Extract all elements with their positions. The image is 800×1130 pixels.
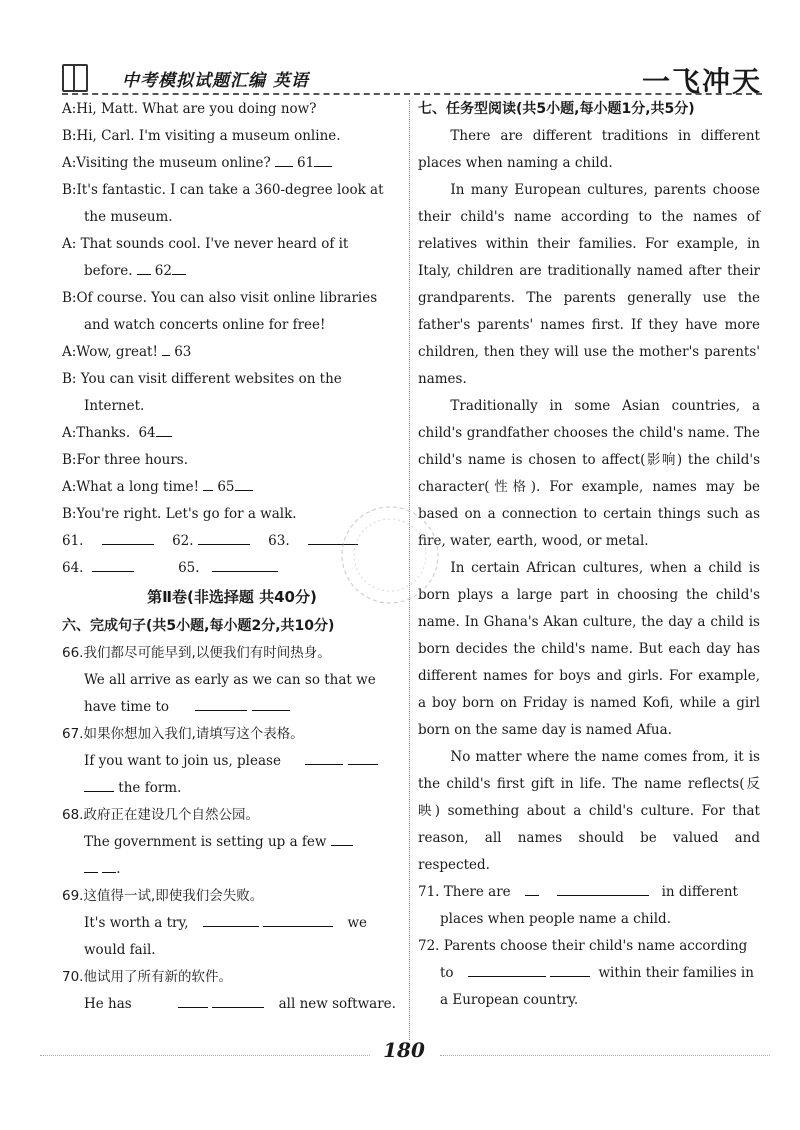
- dialogue-line: A:Wow, great! 63: [62, 339, 402, 366]
- q67-english: If you want to join us, please: [62, 748, 402, 775]
- book-icon: [62, 64, 88, 92]
- dialogue-line: the museum.: [84, 209, 173, 225]
- q72: to within their families in: [418, 960, 760, 987]
- answer-label: 62.: [172, 533, 194, 549]
- dialogue-line: before. 62: [62, 258, 402, 285]
- dialogue-line: and watch concerts online for free!: [84, 317, 326, 333]
- answer-label: 64.: [62, 560, 84, 576]
- q68-english: The government is setting up a few: [62, 829, 402, 856]
- q71: places when people name a child.: [440, 911, 671, 927]
- page-number: 180: [383, 1038, 425, 1062]
- brand-logo: 一飞冲天: [641, 65, 762, 98]
- q72: 72. Parents choose their child's name according: [418, 938, 748, 954]
- dialogue-line: B:For three hours.: [62, 452, 189, 468]
- footer-rule-right: [440, 1055, 770, 1056]
- dialogue-line: B:Of course. You can also visit online libraries: [62, 290, 378, 306]
- blank-number: 61: [297, 155, 315, 171]
- reading-paragraph: In certain African cultures, when a child is born plays a large part in choosing the child's name. In Ghana's Akan culture, the day a child is born decides the child's name. But each day has different names for boys and girls. For example, a boy born on Friday is named Kofi, while a girl born on the same day is named Afua.: [418, 560, 760, 738]
- dialogue-line: A:Hi, Matt. What are you doing now?: [62, 101, 317, 117]
- reading-paragraph: Traditionally in some Asian countries, a child's grandfather chooses the child's name. The child's name is chosen to affect(影响) the child's character(性格). For example, names may be based on a connection to certain things such as fire, water, earth, wood, or metal.: [418, 398, 760, 549]
- q69-english: would fail.: [84, 942, 156, 958]
- answer-label: 65.: [178, 560, 200, 576]
- q67-english: the form.: [62, 775, 402, 802]
- page-header: [62, 58, 762, 98]
- dialogue-line: B:It's fantastic. I can take a 360-degree look at: [62, 182, 384, 198]
- part2-title: 第Ⅱ卷(非选择题 共40分): [147, 588, 317, 606]
- q66-english: We all arrive as early as we can so that we: [84, 672, 376, 688]
- dialogue-line: A:What a long time! 65: [62, 474, 402, 501]
- dialogue-line: A:Visiting the museum online? 61: [62, 150, 402, 177]
- blank-number: 63: [174, 344, 192, 360]
- reading-paragraph: There are different traditions in different places when naming a child.: [418, 128, 760, 171]
- q69-english: It's worth a try, we: [62, 910, 402, 937]
- q68-english: .: [62, 856, 402, 883]
- blank-number: 64: [138, 425, 156, 441]
- q71: 71. There are in different: [418, 879, 760, 906]
- dialogue-line: B: You can visit different websites on the: [62, 371, 342, 387]
- q67-chinese: 67.如果你想加入我们,请填写这个表格。: [62, 726, 304, 742]
- section7-title: 七、任务型阅读(共5小题,每小题1分,共5分): [418, 101, 695, 117]
- dialogue-line: Internet.: [84, 398, 145, 414]
- answer-label: 63.: [268, 533, 290, 549]
- q66-chinese: 66.我们都尽可能早到,以便我们有时间热身。: [62, 645, 331, 661]
- dialogue-line: A: That sounds cool. I've never heard of it: [62, 236, 349, 252]
- dialogue-line: B:Hi, Carl. I'm visiting a museum online.: [62, 128, 341, 144]
- header-rule: [62, 93, 762, 95]
- reading-paragraph: In many European cultures, parents choose their child's name according to the names of relatives within their families. For example, in Italy, children are traditionally named after their grandparents. The parents generally use the father's parents' names first. If they have more children, then they will use the mother's parents' names.: [418, 182, 760, 387]
- q69-chinese: 69.这值得一试,即使我们会失败。: [62, 888, 264, 904]
- answer-label: 61.: [62, 533, 84, 549]
- header-title: 中考模拟试题汇编 英语: [122, 71, 309, 91]
- section6-title: 六、完成句子(共5小题,每小题2分,共10分): [62, 618, 335, 634]
- q66-english: have time to: [62, 694, 402, 721]
- blank-number: 65: [217, 479, 235, 495]
- q68-chinese: 68.政府正在建设几个自然公园。: [62, 807, 259, 823]
- q70-chinese: 70.他试用了所有新的软件。: [62, 969, 232, 985]
- reading-paragraph: No matter where the name comes from, it is the child's first gift in life. The name reflects(反映) something about a child's culture. For that reason, all names should be valued and respected.: [418, 749, 760, 873]
- q70-english: He has all new software.: [62, 991, 402, 1018]
- footer-rule-left: [40, 1055, 370, 1056]
- dialogue-line: B:You're right. Let's go for a walk.: [62, 506, 297, 522]
- blank-number: 62: [154, 263, 172, 279]
- q72: a European country.: [440, 992, 579, 1008]
- dialogue-line: A:Thanks. 64: [62, 420, 402, 447]
